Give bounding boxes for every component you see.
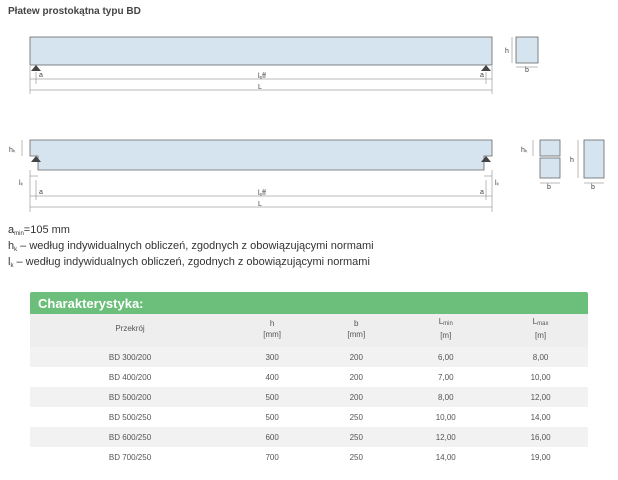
table-cell: 200 bbox=[314, 347, 398, 367]
table-cell: 700 bbox=[230, 447, 314, 467]
table-cell: 500 bbox=[230, 407, 314, 427]
column-header-1: h [mm] bbox=[263, 318, 282, 339]
table-cell: 8,00 bbox=[398, 387, 493, 407]
table-header: Charakterystyka: bbox=[30, 292, 588, 314]
table-cell: 200 bbox=[314, 367, 398, 387]
section-h-label-2b: h bbox=[570, 157, 574, 164]
table-cell: 16,00 bbox=[493, 427, 588, 447]
table-body bbox=[30, 347, 588, 467]
table-row bbox=[30, 387, 588, 407]
section-h-label-1: h bbox=[505, 48, 509, 55]
table-cell: 14,00 bbox=[493, 407, 588, 427]
table-cell: 600 bbox=[230, 427, 314, 447]
table-row bbox=[30, 407, 588, 427]
dim-L-2: L bbox=[258, 201, 262, 208]
support-right-1 bbox=[481, 65, 491, 71]
column-header-2: b [mm] bbox=[347, 318, 366, 339]
table-row bbox=[30, 367, 588, 387]
beam-elevation-2 bbox=[9, 140, 500, 212]
dim-L-1: L bbox=[258, 84, 262, 91]
table-cell: 12,00 bbox=[398, 427, 493, 447]
section-b-label-2b: b bbox=[591, 184, 595, 191]
dim-a-right-1: a bbox=[480, 72, 484, 79]
table-cell: 500 bbox=[230, 387, 314, 407]
dim-leff-2: lₑff bbox=[258, 190, 266, 197]
note-lk: $l_k$ – według indywidualnych obliczeń, zgodnych z obowiązującymi normami bbox=[8, 256, 370, 269]
notes-block bbox=[8, 224, 374, 272]
dim-a-left-2: a bbox=[39, 189, 43, 196]
cross-section-2a bbox=[521, 140, 560, 191]
table-row bbox=[30, 447, 588, 467]
table-row bbox=[30, 347, 588, 367]
beam-elevation-1 bbox=[30, 37, 492, 94]
characteristics-grid bbox=[30, 314, 588, 467]
table-header-row bbox=[30, 314, 588, 347]
dim-lk-right-2: lₖ bbox=[495, 180, 500, 187]
table-cell: BD 500/250 bbox=[30, 407, 230, 427]
column-header-4: $L_{max}$ [m] bbox=[532, 317, 549, 340]
table-cell: 250 bbox=[314, 407, 398, 427]
cross-section-1 bbox=[505, 37, 538, 74]
beam-drawing bbox=[0, 0, 618, 225]
column-header-3: $L_{min}$ [m] bbox=[438, 317, 453, 340]
table-row bbox=[30, 427, 588, 447]
beam-body-notched bbox=[30, 140, 492, 170]
note-amin: $a_{min}=105$ mm bbox=[8, 224, 70, 237]
dim-lk-left-2: lₖ bbox=[19, 180, 24, 187]
table-cell: 6,00 bbox=[398, 347, 493, 367]
table-cell: 200 bbox=[314, 387, 398, 407]
table-cell: 250 bbox=[314, 447, 398, 467]
table-cell: 8,00 bbox=[493, 347, 588, 367]
note-hk: $h_k$ – według indywidualnych obliczeń, zgodnych z obowiązującymi normami bbox=[8, 240, 374, 253]
section-b-label-1: b bbox=[525, 67, 529, 74]
beam-body bbox=[30, 37, 492, 65]
dim-a-left-1: a bbox=[39, 72, 43, 79]
table-cell: 12,00 bbox=[493, 387, 588, 407]
table-cell: 300 bbox=[230, 347, 314, 367]
support-left-1 bbox=[31, 65, 41, 71]
dim-leff-1: lₑff bbox=[258, 73, 266, 80]
table-cell: BD 400/200 bbox=[30, 367, 230, 387]
dim-hk-2: hₖ bbox=[9, 147, 16, 154]
dim-a-right-2: a bbox=[480, 189, 484, 196]
cross-section-2b bbox=[570, 140, 604, 191]
table-cell: 250 bbox=[314, 427, 398, 447]
page-title: Płatew prostokątna typu BD bbox=[8, 6, 141, 17]
table-cell: 7,00 bbox=[398, 367, 493, 387]
column-header-0: Przekrój bbox=[115, 324, 145, 333]
table-cell: BD 700/250 bbox=[30, 447, 230, 467]
table-cell: BD 300/200 bbox=[30, 347, 230, 367]
table-cell: 10,00 bbox=[493, 367, 588, 387]
characteristics-table bbox=[30, 292, 588, 467]
table-cell: 14,00 bbox=[398, 447, 493, 467]
table-cell: BD 600/250 bbox=[30, 427, 230, 447]
table-cell: 10,00 bbox=[398, 407, 493, 427]
table-cell: 400 bbox=[230, 367, 314, 387]
section-hk-label: hₖ bbox=[521, 147, 528, 154]
table-cell: 19,00 bbox=[493, 447, 588, 467]
section-b-label-2a: b bbox=[547, 184, 551, 191]
table-cell: BD 500/200 bbox=[30, 387, 230, 407]
